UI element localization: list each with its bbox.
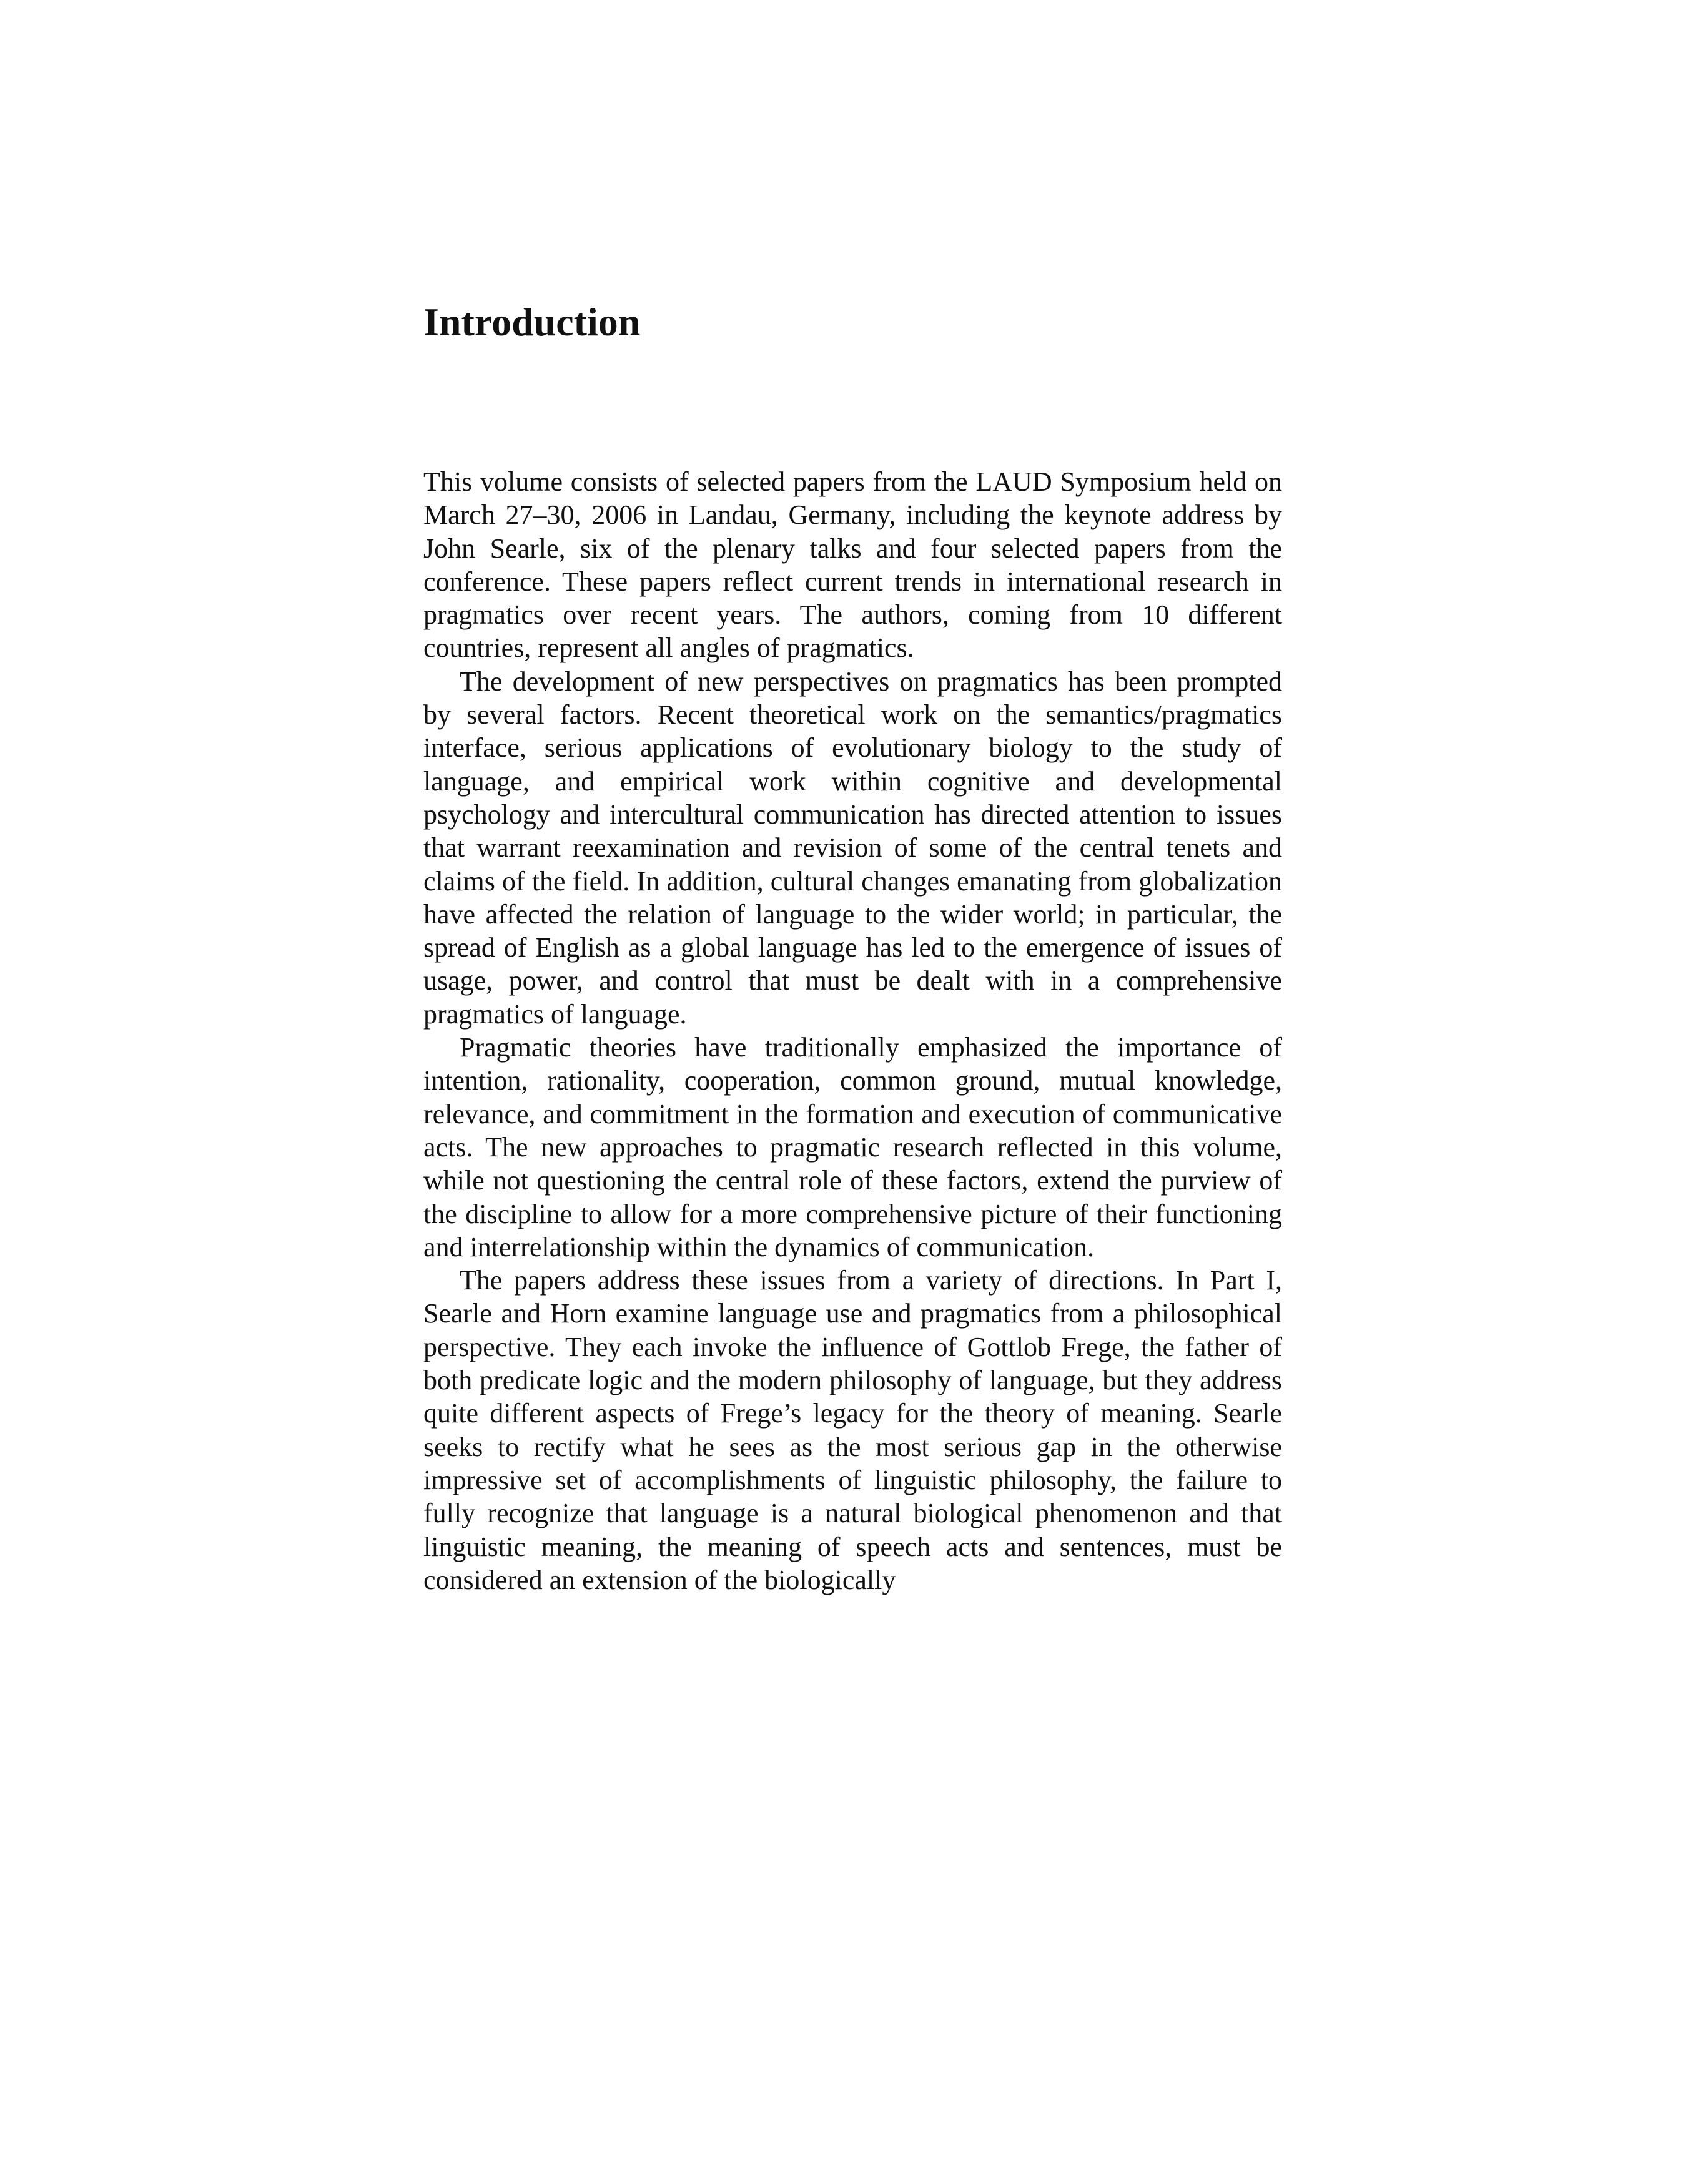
chapter-title: Introduction <box>423 300 641 344</box>
paragraph-1: This volume consists of selected papers from the LAUD Symposium held on March 27–30, 2006 in Landau, Germany, including the keynote address by John Searle, six of the plenary talks and four selected papers from the conference. These papers reflect current trends in international research in pragmatics over recent years. The authors, coming from 10 different countries, represent all angles of pragmatics. <box>423 466 1282 664</box>
body-text <box>423 465 1282 1596</box>
paragraph-4: The papers address these issues from a variety of directions. In Part I, Searle and Horn examine language use and pragmatics from a philosophical perspective. They each invoke the influence of Gottlob Frege, the father of both predicate logic and the modern philosophy of language, but they address quite different aspects of Frege’s legacy for the theory of meaning. Searle seeks to rectify what he sees as the most serious gap in the otherwise impressive set of accomplishments of linguistic philosophy, the failure to fully recognize that language is a natural biological phenomenon and that linguistic meaning, the meaning of speech acts and sentences, must be considered an extension of the biologically <box>423 1265 1282 1595</box>
paragraph-3: Pragmatic theories have traditionally emphasized the importance of intention, rationality, cooperation, common ground, mutual knowledge, relevance, and commitment in the formation and execution of communicative acts. The new approaches to pragmatic research reflected in this volume, while not questioning the central role of these factors, extend the purview of the discipline to allow for a more comprehensive picture of their functioning and interrelationship within the dynamics of communication. <box>423 1032 1282 1262</box>
paragraph-2: The development of new perspectives on pragmatics has been prompted by several factors. Recent theoretical work on the semantics/pragmatics interface, serious applications of evolutionary biology to the study of language, and empirical work within cognitive and developmental psychology and intercultural communication has directed attention to issues that warrant reexamination and revision of some of the central tenets and claims of the field. In addition, cultural changes emanating from globalization have affected the relation of language to the wider world; in particular, the spread of English as a global language has led to the emergence of issues of usage, power, and control that must be dealt with in a comprehensive pragmatics of language. <box>423 666 1282 1030</box>
